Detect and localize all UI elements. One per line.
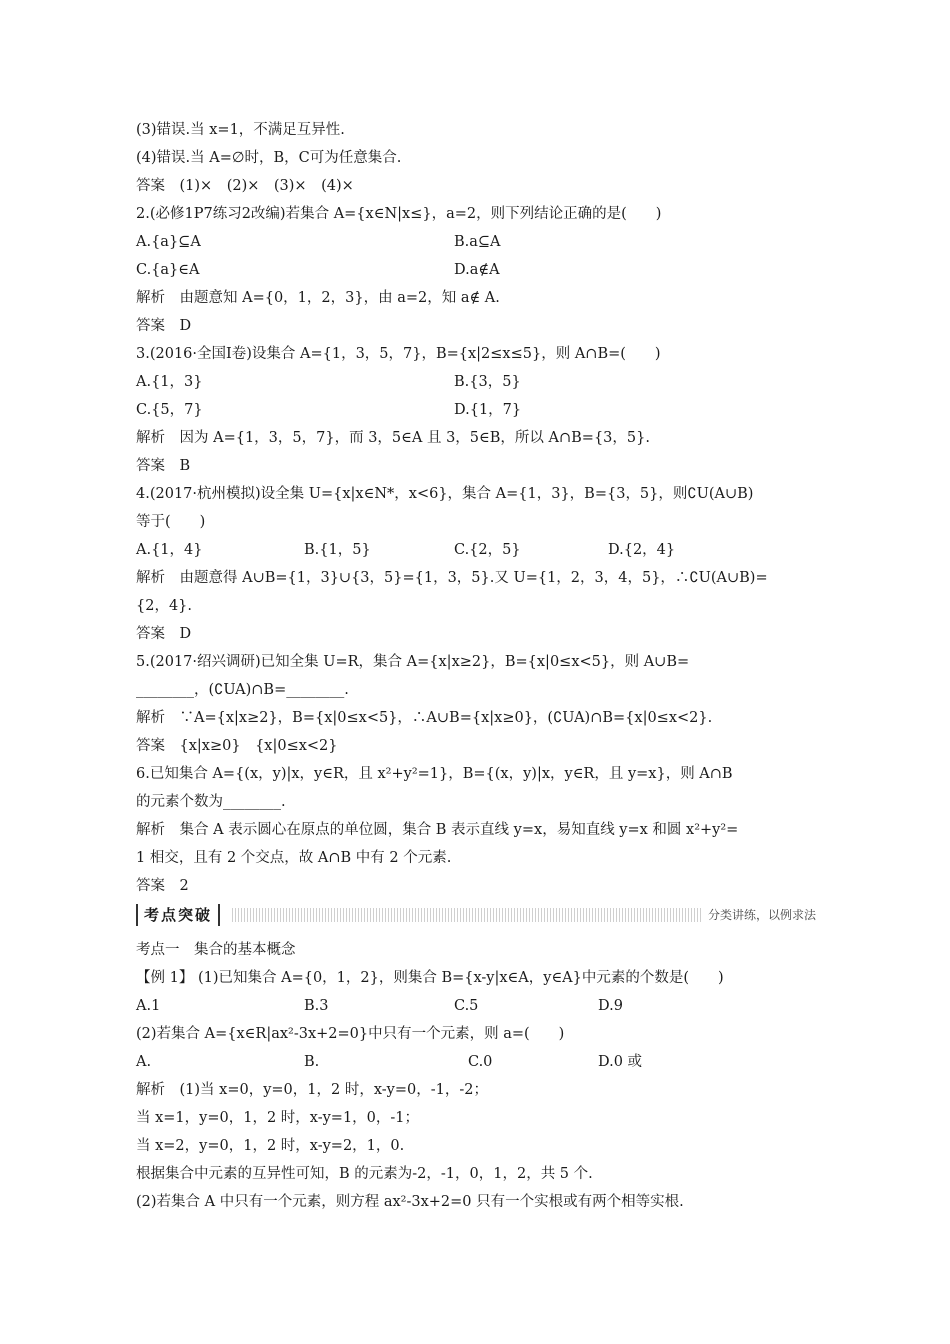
section-hint: 分类讲练，以例求法 bbox=[702, 906, 816, 924]
section-title: 考点突破 bbox=[136, 904, 220, 926]
option-d: D.{2，4} bbox=[608, 542, 676, 558]
answer-line: 答案 B bbox=[136, 458, 191, 474]
option-a: A. bbox=[136, 1054, 152, 1070]
topic-heading: 考点一 集合的基本概念 bbox=[136, 942, 296, 958]
analysis-line: 解析 ∵A={x|x≥2}，B={x|0≤x<5}，∴A∪B={x|x≥0}，(∁UA)∩B={x|0≤x<2}. bbox=[136, 710, 713, 726]
analysis-line: 解析 (1)当 x=0，y=0，1，2 时，x-y=0，-1，-2； bbox=[136, 1082, 488, 1098]
text-line: (4)错误.当 A=∅时，B，C可为任意集合. bbox=[136, 150, 402, 166]
analysis-line: 当 x=1，y=0，1，2 时，x-y=1，0，-1； bbox=[136, 1110, 420, 1126]
options-row bbox=[136, 396, 816, 424]
option-a: A.{1，4} bbox=[136, 542, 203, 558]
analysis-line: 解析 集合 A 表示圆心在原点的单位圆，集合 B 表示直线 y=x，易知直线 y=x 和圆 x²+y²= bbox=[136, 822, 739, 838]
answer-line: 答案 2 bbox=[136, 878, 189, 894]
option-d: D.9 bbox=[598, 998, 623, 1014]
question-4-cont: 等于( ) bbox=[136, 514, 206, 530]
option-b: B. bbox=[304, 1054, 320, 1070]
option-c: C.{5，7} bbox=[136, 402, 203, 418]
options-row bbox=[136, 368, 816, 396]
question-3: 3.(2016·全国Ⅰ卷)设集合 A={1，3，5，7}，B={x|2≤x≤5}，则 A∩B=( ) bbox=[136, 346, 661, 362]
option-a: A.1 bbox=[136, 998, 161, 1014]
analysis-line: 根据集合中元素的互异性可知，B 的元素为-2，-1，0，1，2，共 5 个. bbox=[136, 1166, 593, 1182]
option-d: D.{1，7} bbox=[454, 402, 522, 418]
question-2: 2.(必修1P7练习2改编)若集合 A={x∈N|x≤}，a=2，则下列结论正确的是( ) bbox=[136, 206, 662, 222]
analysis-line: 解析 由题意知 A={0，1，2，3}，由 a=2，知 a∉ A. bbox=[136, 290, 500, 306]
example-1: 【例 1】 (1)已知集合 A={0，1，2}，则集合 B={x-y|x∈A，y∈A}中元素的个数是( ) bbox=[136, 970, 724, 986]
options-row bbox=[136, 536, 816, 564]
answer-line: 答案 {x|x≥0} {x|0≤x<2} bbox=[136, 738, 338, 754]
question-4: 4.(2017·杭州模拟)设全集 U={x|x∈N*，x<6}，集合 A={1，3}，B={3，5}，则∁U(A∪B) bbox=[136, 486, 754, 502]
option-b: B.{3，5} bbox=[454, 374, 521, 390]
question-5-cont: ________，(∁UA)∩B=________. bbox=[136, 682, 349, 698]
option-b: B.a⊆A bbox=[454, 234, 501, 250]
question-6: 6.已知集合 A={(x，y)|x，y∈R，且 x²+y²=1}，B={(x，y)|x，y∈R，且 y=x}，则 A∩B bbox=[136, 766, 733, 782]
section-header bbox=[136, 902, 816, 930]
analysis-line: 解析 因为 A={1，3，5，7}，而 3，5∈A 且 3，5∈B，所以 A∩B={3，5}. bbox=[136, 430, 650, 446]
option-a: A.{1，3} bbox=[136, 374, 203, 390]
option-d: D.0 或 bbox=[598, 1054, 643, 1070]
option-b: B.3 bbox=[304, 998, 329, 1014]
answer-line: 答案 D bbox=[136, 318, 192, 334]
option-a: A.{a}⊆A bbox=[136, 234, 201, 250]
analysis-line: 解析 由题意得 A∪B={1，3}∪{3，5}={1，3，5}.又 U={1，2，3，4，5}，∴∁U(A∪B)= bbox=[136, 570, 768, 586]
option-c: C.{a}∈A bbox=[136, 262, 200, 278]
options-row bbox=[136, 228, 816, 256]
document-page bbox=[136, 116, 816, 1216]
option-d: D.a∉A bbox=[454, 262, 500, 278]
option-c: C.0 bbox=[468, 1054, 493, 1070]
option-c: C.5 bbox=[454, 998, 479, 1014]
text-line: (3)错误.当 x=1，不满足互异性. bbox=[136, 122, 345, 138]
answer-line: 答案 (1)× (2)× (3)× (4)× bbox=[136, 178, 354, 194]
analysis-line-cont: {2，4}. bbox=[136, 598, 193, 614]
analysis-line-cont: 1 相交，且有 2 个交点，故 A∩B 中有 2 个元素. bbox=[136, 850, 452, 866]
option-c: C.{2，5} bbox=[454, 542, 521, 558]
analysis-line: 当 x=2，y=0，1，2 时，x-y=2，1，0. bbox=[136, 1138, 405, 1154]
question-5: 5.(2017·绍兴调研)已知全集 U=R，集合 A={x|x≥2}，B={x|0≤x<5}，则 A∪B= bbox=[136, 654, 690, 670]
analysis-line: (2)若集合 A 中只有一个元素，则方程 ax²-3x+2=0 只有一个实根或有两个相等实根. bbox=[136, 1194, 684, 1210]
example-1-part-2: (2)若集合 A={x∈R|ax²-3x+2=0}中只有一个元素，则 a=( ) bbox=[136, 1026, 565, 1042]
answer-line: 答案 D bbox=[136, 626, 192, 642]
options-row bbox=[136, 1048, 816, 1076]
options-row bbox=[136, 256, 816, 284]
question-6-cont: 的元素个数为________. bbox=[136, 794, 286, 810]
option-b: B.{1，5} bbox=[304, 542, 371, 558]
options-row bbox=[136, 992, 816, 1020]
